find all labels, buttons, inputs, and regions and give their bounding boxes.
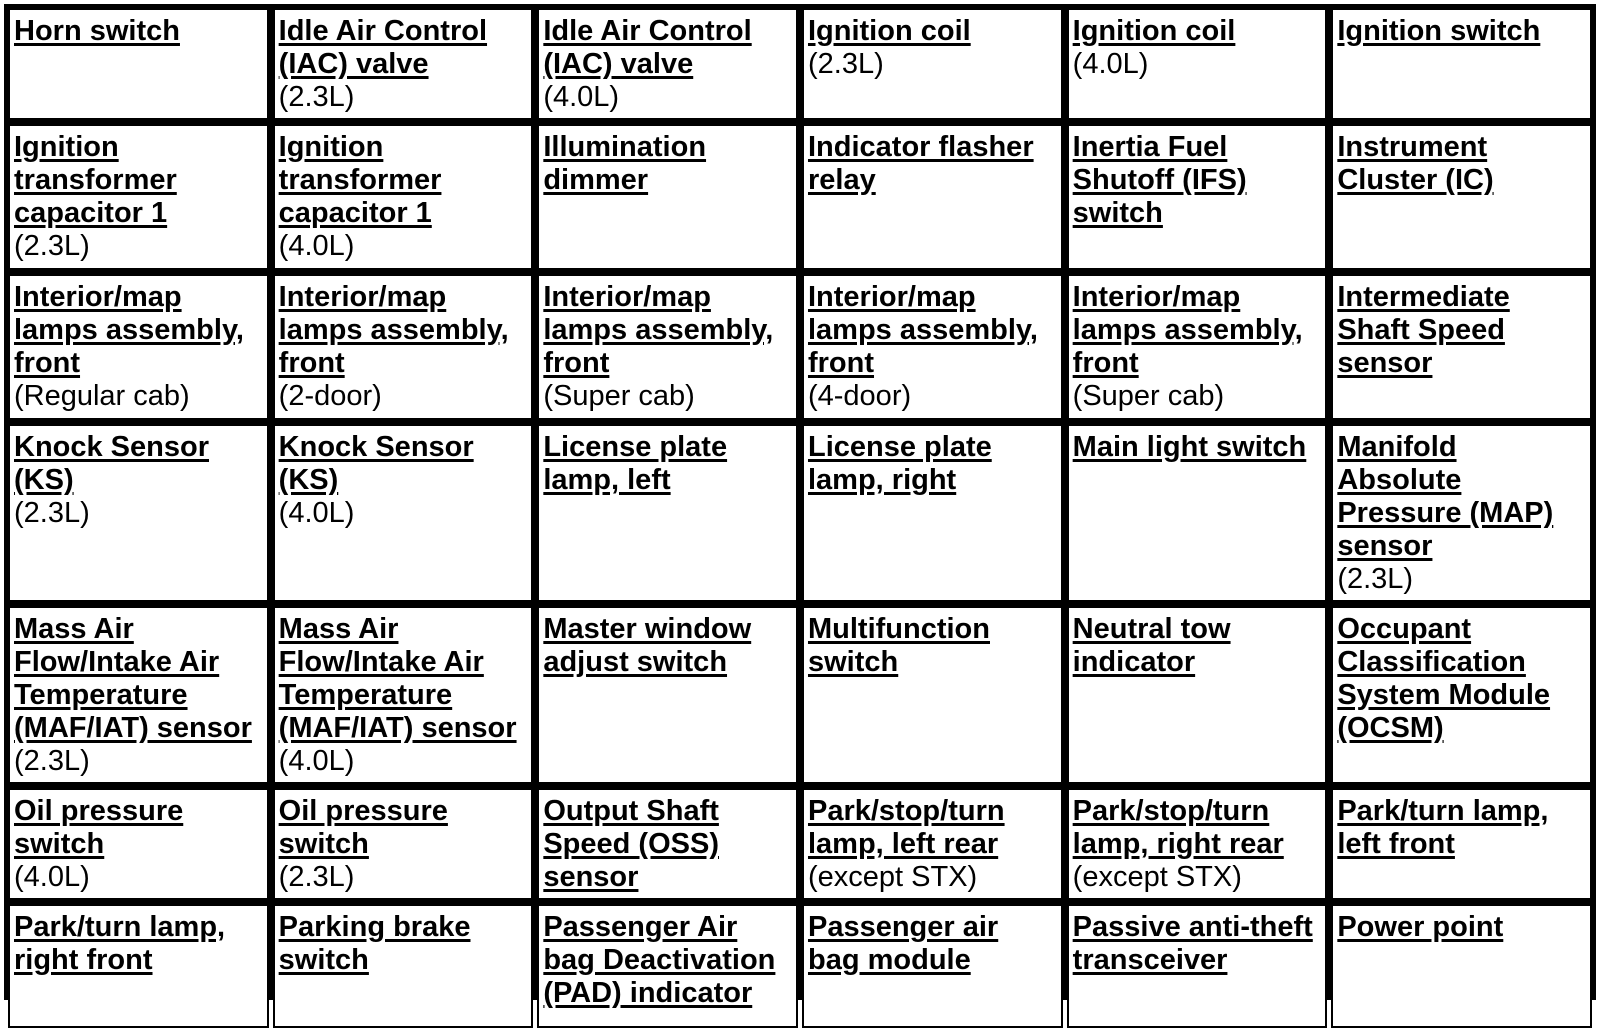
table-cell (1331, 424, 1592, 602)
table-cell (1067, 606, 1328, 784)
variant-note: (Super cab) (1072, 380, 1225, 412)
table-cell (273, 606, 534, 784)
component-link[interactable]: Ignition transformer capacitor 1 (14, 131, 177, 229)
component-link[interactable]: Ignition switch (1337, 15, 1541, 47)
variant-note: (2.3L) (278, 861, 355, 893)
table-cell (8, 124, 269, 270)
table-cell (1067, 124, 1328, 270)
component-link[interactable]: Oil pressure switch (14, 795, 184, 860)
variant-note: (Super cab) (543, 380, 695, 412)
component-link[interactable]: Oil pressure switch (278, 795, 448, 860)
table-cell (1067, 424, 1328, 602)
table-cell (1067, 274, 1328, 420)
variant-note: (2.3L) (278, 81, 355, 113)
component-link[interactable]: Ignition transformer capacitor 1 (278, 131, 442, 229)
component-link[interactable]: Idle Air Control (IAC) valve (543, 15, 752, 80)
variant-note: (4.0L) (14, 861, 90, 893)
table-cell (1331, 124, 1592, 270)
component-link[interactable]: Park/stop/turn lamp, right rear (1072, 795, 1284, 860)
table-cell (802, 124, 1063, 270)
component-link[interactable]: License plate lamp, left (543, 431, 728, 496)
component-link[interactable]: Park/turn lamp, right front (14, 911, 226, 976)
component-link[interactable]: Interior/map lamps assembly, front (807, 281, 1038, 379)
component-link[interactable]: Mass Air Flow/Intake Air Temperature (MAF/IAT) sensor (278, 613, 517, 744)
component-link[interactable]: Ignition coil (807, 15, 971, 47)
variant-note: (4.0L) (543, 81, 620, 113)
table-cell (537, 904, 798, 1028)
component-link[interactable]: Idle Air Control (IAC) valve (278, 15, 488, 80)
variant-note: (2.3L) (14, 745, 90, 777)
component-link[interactable]: Interior/map lamps assembly, front (543, 281, 774, 379)
table-cell (537, 124, 798, 270)
table-cell (537, 788, 798, 900)
component-link[interactable]: Inertia Fuel Shutoff (IFS) switch (1072, 131, 1247, 229)
table-cell (273, 788, 534, 900)
table-cell (537, 274, 798, 420)
table-cell (1067, 8, 1328, 120)
table-cell (802, 606, 1063, 784)
component-link[interactable]: Occupant Classification System Module (OCSM) (1337, 613, 1551, 744)
component-link[interactable]: Multifunction switch (807, 613, 990, 678)
variant-note: (4.0L) (278, 230, 355, 262)
variant-note: (2.3L) (1337, 563, 1414, 595)
table-cell (802, 904, 1063, 1028)
component-link[interactable]: Ignition coil (1072, 15, 1236, 47)
component-link[interactable]: Main light switch (1072, 431, 1307, 463)
component-link[interactable]: Mass Air Flow/Intake Air Temperature (MAF/IAT) sensor (14, 613, 252, 744)
table-cell (1331, 904, 1592, 1028)
variant-note: (4.0L) (278, 497, 355, 529)
table-cell (537, 424, 798, 602)
table-cell (8, 788, 269, 900)
table-cell (537, 606, 798, 784)
table-cell (1331, 788, 1592, 900)
variant-note: (Regular cab) (14, 380, 190, 412)
component-link[interactable]: Output Shaft Speed (OSS) sensor (543, 795, 719, 893)
variant-note: (4.0L) (278, 745, 355, 777)
component-link[interactable]: Illumination dimmer (543, 131, 707, 196)
table-cell (273, 904, 534, 1028)
component-link[interactable]: License plate lamp, right (807, 431, 992, 496)
component-link[interactable]: Park/turn lamp, left front (1337, 795, 1549, 860)
component-link[interactable]: Horn switch (14, 15, 180, 47)
table-cell (802, 274, 1063, 420)
component-link[interactable]: Knock Sensor (KS) (278, 431, 474, 496)
table-cell (1067, 904, 1328, 1028)
variant-note: (2.3L) (14, 497, 90, 529)
variant-note: (2.3L) (807, 48, 884, 80)
component-link[interactable]: Manifold Absolute Pressure (MAP) sensor (1337, 431, 1554, 562)
table-cell (1331, 606, 1592, 784)
table-cell (273, 274, 534, 420)
table-cell (273, 424, 534, 602)
component-link[interactable]: Neutral tow indicator (1072, 613, 1231, 678)
table-cell (802, 424, 1063, 602)
component-link[interactable]: Power point (1337, 911, 1504, 943)
component-link[interactable]: Indicator flasher relay (807, 131, 1034, 196)
table-cell (8, 274, 269, 420)
component-link[interactable]: Interior/map lamps assembly, front (1072, 281, 1303, 379)
table-cell (1331, 8, 1592, 120)
component-link[interactable]: Intermediate Shaft Speed sensor (1337, 281, 1510, 379)
table-cell (273, 124, 534, 270)
variant-note: (2-door) (278, 380, 382, 412)
component-link[interactable]: Park/stop/turn lamp, left rear (807, 795, 1005, 860)
table-cell (802, 788, 1063, 900)
table-cell (1067, 788, 1328, 900)
table-cell (8, 606, 269, 784)
component-link[interactable]: Passenger air bag module (807, 911, 999, 976)
component-link[interactable]: Interior/map lamps assembly, front (14, 281, 244, 379)
table-cell (8, 424, 269, 602)
variant-note: (except STX) (807, 861, 978, 893)
component-index-table (4, 4, 1596, 1009)
table-cell (8, 8, 269, 120)
component-link[interactable]: Passenger Air bag Deactivation (PAD) indicator (543, 911, 776, 1009)
table-cell (273, 8, 534, 120)
component-link[interactable]: Passive anti-theft transceiver (1072, 911, 1313, 976)
table-cell (537, 8, 798, 120)
table-cell (802, 8, 1063, 120)
component-link[interactable]: Interior/map lamps assembly, front (278, 281, 509, 379)
variant-note: (4-door) (807, 380, 912, 412)
component-link[interactable]: Instrument Cluster (IC) (1337, 131, 1494, 196)
component-link[interactable]: Parking brake switch (278, 911, 471, 976)
table-cell (1331, 274, 1592, 420)
variant-note: (2.3L) (14, 230, 90, 262)
variant-note: (except STX) (1072, 861, 1242, 893)
component-link[interactable]: Knock Sensor (KS) (14, 431, 209, 496)
table-cell (8, 904, 269, 1028)
variant-note: (4.0L) (1072, 48, 1149, 80)
component-link[interactable]: Master window adjust switch (543, 613, 752, 678)
